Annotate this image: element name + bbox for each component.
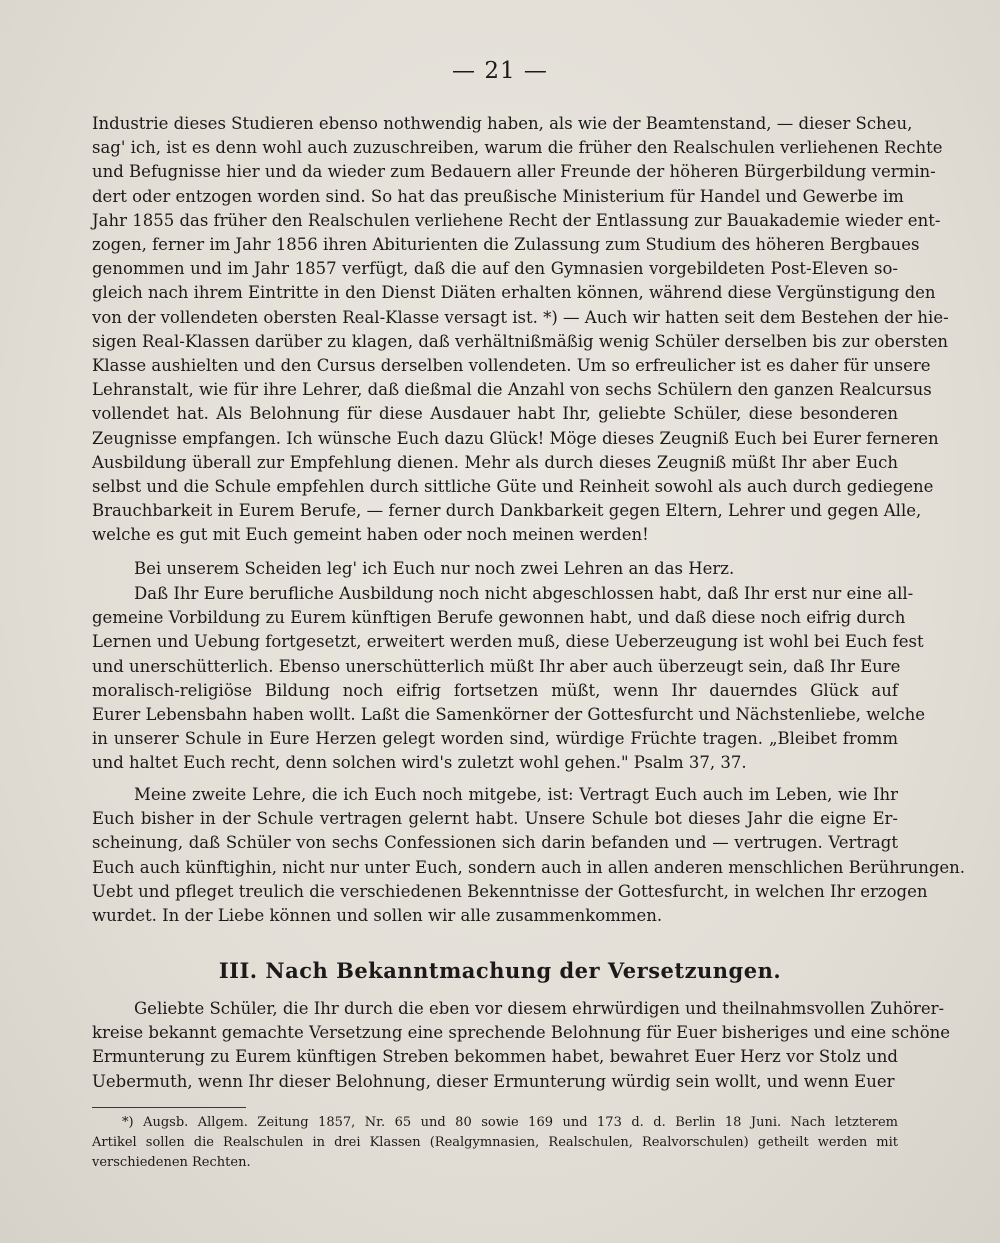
text-line: Jahr 1855 das früher den Realschulen verliehene Recht der Entlassung zur Bauakademie wieder ent-: [92, 210, 941, 230]
text-line: kreise bekannt gemachte Versetzung eine sprechende Belohnung für Euer bisheriges und eine schöne: [92, 1023, 951, 1043]
body-paragraph-3: [92, 582, 926, 776]
text-line: moralisch-religiöse Bildung noch eifrig fortsetzen müßt, wenn Ihr dauerndes Glück auf: [92, 680, 898, 700]
footnote: [92, 1113, 898, 1173]
text-line: verschiedenen Rechten.: [92, 1155, 251, 1170]
body-paragraph-5: [92, 997, 951, 1094]
text-line: Bei unserem Scheiden leg' ich Euch nur noch zwei Lehren an das Herz.: [134, 559, 735, 578]
text-line: scheinung, daß Schüler von sechs Confessionen sich darin befanden und — vertrugen. Vertragt: [92, 833, 898, 853]
body-paragraph-4: [92, 783, 966, 928]
text-line: Euch bisher in der Schule vertragen gelernt habt. Unsere Schule bot dieses Jahr die eigne Er-: [92, 809, 898, 829]
text-line: sag' ich, ist es denn wohl auch zuzuschreiben, warum die früher den Realschulen verliehenen Rechte: [92, 138, 943, 158]
text-line: zogen, ferner im Jahr 1856 ihren Abiturienten die Zulassung zum Studium des höheren Bergbaues: [92, 235, 920, 255]
text-line: Uebt und pfleget treulich die verschiedenen Bekenntnisse der Gottesfurcht, in welchen Ihr erzogen: [92, 881, 928, 901]
text-line: Euch auch künftighin, nicht nur unter Euch, sondern auch in allen anderen menschlichen Berührungen.: [92, 857, 966, 877]
text-line: und Befugnisse hier und da wieder zum Bedauern aller Freunde der höheren Bürgerbildung vermin-: [92, 162, 936, 182]
text-line: Geliebte Schüler, die Ihr durch die eben vor diesem ehrwürdigen und theilnahmsvollen Zuhörer-: [134, 999, 945, 1018]
paragraph-text: [92, 997, 951, 1094]
text-line: Artikel sollen die Realschulen in drei Klassen (Realgymnasien, Realschulen, Realvorschulen) getheilt werden mit: [92, 1135, 898, 1150]
text-line: gemeine Vorbildung zu Eurem künftigen Berufe gewonnen habt, und daß diese noch eifrig durch: [92, 608, 906, 628]
text-line: Industrie dieses Studieren ebenso nothwendig haben, als wie der Beamtenstand, — dieser Scheu,: [92, 114, 913, 133]
text-line: Lehranstalt, wie für ihre Lehrer, daß dießmal die Anzahl von sechs Schülern den ganzen Realcursus: [92, 380, 932, 400]
text-line: Daß Ihr Eure berufliche Ausbildung noch nicht abgeschlossen habt, daß Ihr erst nur eine all-: [134, 584, 914, 603]
text-line: vollendet hat. Als Belohnung für diese Ausdauer habt Ihr, geliebte Schüler, diese besonderen: [92, 404, 898, 424]
text-line: Zeugnisse empfangen. Ich wünsche Euch dazu Glück! Möge dieses Zeugniß Euch bei Eurer ferneren: [92, 428, 939, 448]
text-line: selbst und die Schule empfehlen durch sittliche Güte und Reinheit sowohl als auch durch gediegene: [92, 477, 934, 497]
text-line: Ermunterung zu Eurem künftigen Streben bekommen habet, bewahret Euer Herz vor Stolz und: [92, 1047, 898, 1067]
text-line: Brauchbarkeit in Eurem Berufe, — ferner durch Dankbarkeit gegen Eltern, Lehrer und gegen Alle,: [92, 501, 922, 521]
text-line: von der vollendeten obersten Real-Klasse versagt ist. *) — Auch wir hatten seit dem Bestehen der hie-: [92, 307, 949, 327]
footnote-divider: [92, 1107, 246, 1108]
text-line: Meine zweite Lehre, die ich Euch noch mitgebe, ist: Vertragt Euch auch im Leben, wie Ihr: [134, 785, 898, 804]
footnote-text: [92, 1113, 898, 1173]
text-line: Lernen und Uebung fortgesetzt, erweitert werden muß, diese Ueberzeugung ist wohl bei Euch fest: [92, 632, 924, 652]
text-line: in unserer Schule in Eure Herzen gelegt worden sind, würdige Früchte tragen. „Bleibet fromm: [92, 729, 898, 749]
text-line: Uebermuth, wenn Ihr dieser Belohnung, dieser Ermunterung würdig sein wollt, und wenn Euer: [92, 1071, 895, 1091]
paragraph-text: [92, 112, 949, 548]
body-paragraph-1: [92, 112, 949, 548]
text-line: genommen und im Jahr 1857 verfügt, daß die auf den Gymnasien vorgebildeten Post-Eleven so-: [92, 259, 898, 279]
page-number: — 21 —: [452, 58, 548, 84]
text-line: sigen Real-Klassen darüber zu klagen, daß verhältnißmäßig wenig Schüler derselben bis zur obersten: [92, 331, 948, 351]
text-line: *) Augsb. Allgem. Zeitung 1857, Nr. 65 und 80 sowie 169 und 173 d. d. Berlin 18 Juni. Nach letzterem: [122, 1115, 898, 1130]
text-line: Ausbildung überall zur Empfehlung dienen. Mehr als durch dieses Zeugniß müßt Ihr aber Euch: [92, 452, 898, 472]
text-line: dert oder entzogen worden sind. So hat das preußische Ministerium für Handel und Gewerbe im: [92, 186, 904, 206]
text-line: gleich nach ihrem Eintritte in den Dienst Diäten erhalten können, während diese Vergünstigung den: [92, 283, 936, 303]
text-line: wurdet. In der Liebe können und sollen wir alle zusammenkommen.: [92, 906, 663, 926]
paragraph-text: [92, 783, 966, 928]
paragraph-text: [92, 582, 926, 776]
text-line: welche es gut mit Euch gemeint haben oder noch meinen werden!: [92, 525, 649, 545]
body-paragraph-2: [92, 557, 898, 581]
text-line: Klasse aushielten und den Cursus derselben vollendeten. Um so erfreulicher ist es daher für unsere: [92, 356, 931, 376]
paragraph-text: [92, 557, 898, 581]
section-heading: III. Nach Bekanntmachung der Versetzungen.: [218, 958, 782, 983]
text-line: Eurer Lebensbahn haben wollt. Laßt die Samenkörner der Gottesfurcht und Nächstenliebe, welche: [92, 705, 926, 725]
text-line: und haltet Euch recht, denn solchen wird's zuletzt wohl gehen." Psalm 37, 37.: [92, 753, 747, 773]
text-line: und unerschütterlich. Ebenso unerschütterlich müßt Ihr aber auch überzeugt sein, daß Ihr Eure: [92, 656, 901, 676]
